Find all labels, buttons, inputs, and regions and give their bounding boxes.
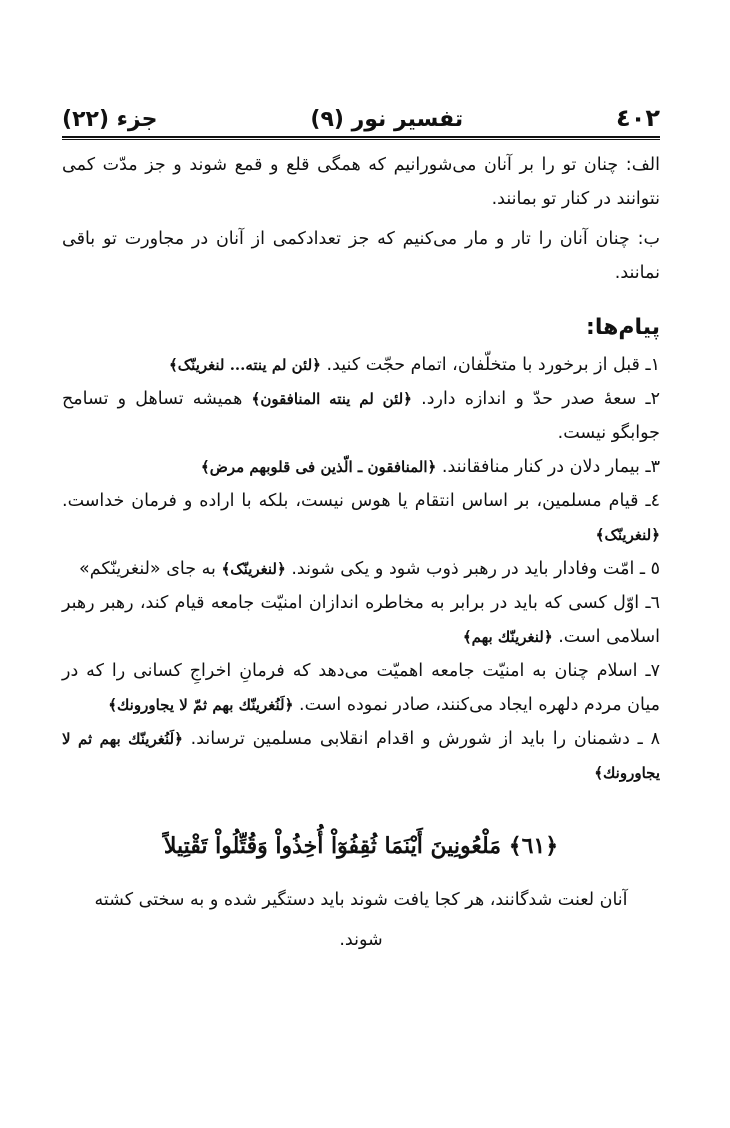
message-5	[62, 552, 660, 586]
message-1	[62, 348, 660, 382]
part-label: جزء (۲۲)	[62, 107, 158, 132]
message-text: ۲ـ سعهٔ صدر حدّ و اندازه دارد.	[421, 389, 660, 409]
header-rule	[62, 136, 660, 138]
book-title: تفسیر نور (۹)	[310, 107, 464, 132]
quran-quote: ﴿المنافقون ـ الّذین فی قلوبهم مرض﴾	[200, 458, 437, 476]
quran-quote: ﴿لنغرینّک﴾	[221, 560, 286, 578]
header-rule-thin	[62, 139, 660, 140]
message-text: ۳ـ بیمار دلان در کنار منافقانند.	[441, 457, 660, 477]
option-alef: الف: چنان تو را بر آنان می‌شورانیم که همگی قلع و قمع شوند و جز مدّت کمی نتوانند در کنار تو بمانند.	[62, 155, 660, 209]
quran-quote: ﴿لَنُغرینّك بهم ثمّ لا یجاورونك﴾	[108, 696, 294, 714]
quran-verse: ﴿٦١﴾ مَلْعُونِينَ أَيْنَمَا ثُقِفُوٓاْ أُخِذُواْ وَقُتِّلُواْ تَقْتِيلاً	[163, 833, 559, 859]
verse-translation: آنان لعنت شدگانند، هر کجا یافت شوند باید دستگیر شده و به سختی کشته شوند.	[94, 890, 628, 950]
quran-quote: ﴿لنغرینّک﴾	[595, 526, 660, 544]
message-text: ۷ـ اسلام چنان به امنیّت جامعه اهمیّت می‌دهد که فرمانِ اخراجِ کسانی را که در میان مردم دلهره ایجاد می‌کنند، صادر نموده است.	[62, 661, 660, 715]
section-title: پیام‌ها:	[586, 315, 660, 340]
quran-quote: ﴿لنغرینّك بهم﴾	[462, 628, 553, 646]
page-header	[62, 98, 660, 132]
message-text: ۱ـ قبل از برخورد با متخلّفان، اتمام حجّت کنید.	[326, 355, 660, 375]
message-text-after: همیشه تساهل و تسامح جوابگو نیست.	[62, 389, 660, 443]
quran-quote: ﴿لئن لم ینته... لنغرینّک﴾	[168, 356, 321, 374]
message-7	[62, 654, 660, 722]
message-4	[62, 484, 660, 552]
message-text: ٤ـ قیام مسلمین، بر اساس انتقام یا هوس نیست، بلکه با اراده و فرمان خداست.	[62, 491, 660, 511]
message-6	[62, 586, 660, 654]
message-2	[62, 382, 660, 450]
message-text-after: به جای «لنغرینّکم»	[79, 559, 216, 579]
message-8	[62, 722, 660, 790]
message-text: ۸ ـ دشمنان را باید از شورش و اقدام انقلابی مسلمین ترساند.	[190, 729, 660, 749]
page-number: ٤٠٢	[616, 104, 660, 132]
message-3	[62, 450, 660, 484]
quran-quote: ﴿لئن لم ینته المنافقون﴾	[251, 390, 412, 408]
option-be: ب: چنان آنان را تار و مار می‌کنیم که جز تعدادکمی از آنان در مجاورت تو باقی نمانند.	[62, 229, 660, 283]
message-text: ٦ـ اوّل کسی که باید در برابر به مخاطره اندازان امنیّت جامعه قیام کند، رهبر رهبر اسلامی است.	[62, 593, 660, 647]
quran-quote: ﴿لَنُغرینّك بهم ثم لا یجاورونك﴾	[62, 730, 660, 782]
message-text: ٥ ـ امّت وفادار باید در رهبر ذوب شود و یکی شوند.	[291, 559, 660, 579]
page-body	[62, 148, 660, 960]
